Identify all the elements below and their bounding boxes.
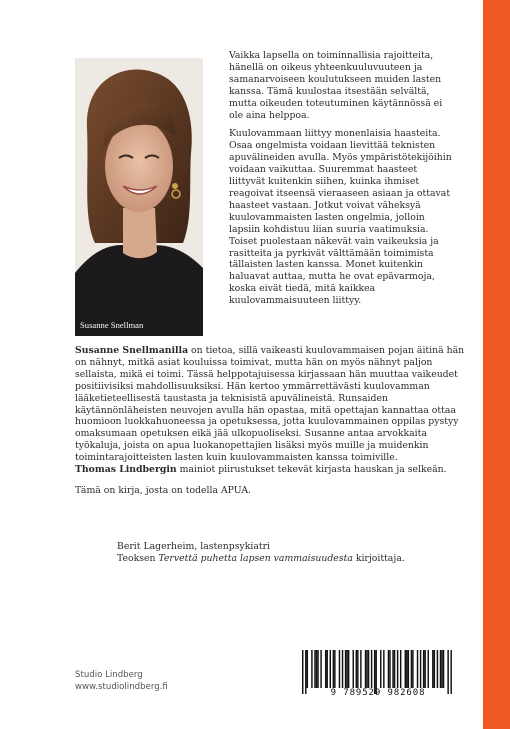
author-portrait-drawing	[75, 58, 203, 336]
challenges-paragraph: Kuulovammaan liittyy monenlaisia haasteita. Osaa ongelmista voidaan lievittää teknisten apuvälineiden avulla. Myös ympäristötekijöihin voidaan vaikuttaa. Suuremmat haasteet liittyvät kuitenkin siihen, kuinka ihmiset reagoivat itseensä vieraaseen asiaan ja ottavat haasteet vastaan. Jotkut voivat väheksyä kuulovammaisten lasten ongelmia, jolloin lapsiin kohdistuu liian suuria vaatimuksia. Toiset puolestaan näkevät vain vaikeuksia ja rasitteita ja pyrkivät välttämään toimimista tällaisten lasten kanssa. Monet kuitenkin haluavat auttaa, mutta he ovat epävarmoja, koska eivät tiedä, mitä kaikkea kuulovammaisuuteen liittyy.	[229, 128, 452, 307]
author-description	[75, 345, 470, 497]
isbn-digits: 9 789529 982608	[330, 688, 426, 698]
signature-credit	[117, 553, 457, 565]
author-text: on tietoa, sillä vaikeasti kuulovammaisen pojan äitinä hän on nähnyt, mitkä asiat kouluissa toimivat, mutta hän on myös nähnyt paljon sellaista, mikä ei toimi. Tässä helppotajuisessa kirjassaan hän muuttaa vaikeudet positiivisiksi mahdollisuuksiksi. Hän kertoo ymmärrettävästi kuulovamman lääketieteellisestä taustasta ja teknisistä apuvälineistä. Runsaiden käytännönläheisten neuvojen avulla hän opastaa, mitä opettajan kannattaa ottaa huomioon luokkahuoneessa ja opetuksessa, jotta kuulovammainen oppilas pystyy omaksumaan opetuksen eikä jää ulkopuoliseksi. Susanne antaa arvokkaita työkaluja, joista on apua luokanopettajien lisäksi myös muille ja muidenkin toimintarajoitteisten lasten kuin kuulovammaisten kanssa toimiville.	[75, 345, 465, 464]
author-name: Susanne Snellmanilla	[75, 345, 189, 356]
illustrator-text: mainiot piirustukset tekevät kirjasta hauskan ja selkeän.	[176, 464, 447, 476]
author-paragraph	[75, 345, 470, 464]
signature-book-title: Tervettä puhetta lapsen vammaisuudesta	[158, 553, 353, 564]
signature-suffix: kirjoittaja.	[352, 553, 405, 564]
intro-column	[229, 50, 455, 314]
publisher-name: Studio Lindberg	[75, 670, 143, 680]
intro-paragraph: Vaikka lapsella on toiminnallisia rajoitteita, hänellä on oikeus yhteenkuuluvuuteen ja samanarvoiseen koulutukseen muiden lasten kanssa. Tämä kuulostaa itsestään selvältä, mutta oikeuden toteutuminen käytännössä ei ole aina helppoa.	[229, 50, 443, 121]
publisher-website: www.studiolindberg.fi	[75, 681, 168, 692]
illustrator-paragraph	[75, 464, 470, 476]
closing-line: Tämä on kirja, josta on todella APUA.	[75, 484, 251, 496]
publisher-info	[75, 670, 168, 694]
signature-prefix: Teoksen	[117, 553, 159, 564]
endorsement-signature	[117, 541, 457, 565]
photo-caption: Susanne Snellman	[80, 320, 144, 330]
author-photo	[75, 58, 203, 336]
accent-strip	[483, 0, 510, 729]
illustrator-name: Thomas Lindbergin	[75, 464, 177, 476]
signature-name: Berit Lagerheim, lastenpsykiatri	[117, 541, 271, 552]
